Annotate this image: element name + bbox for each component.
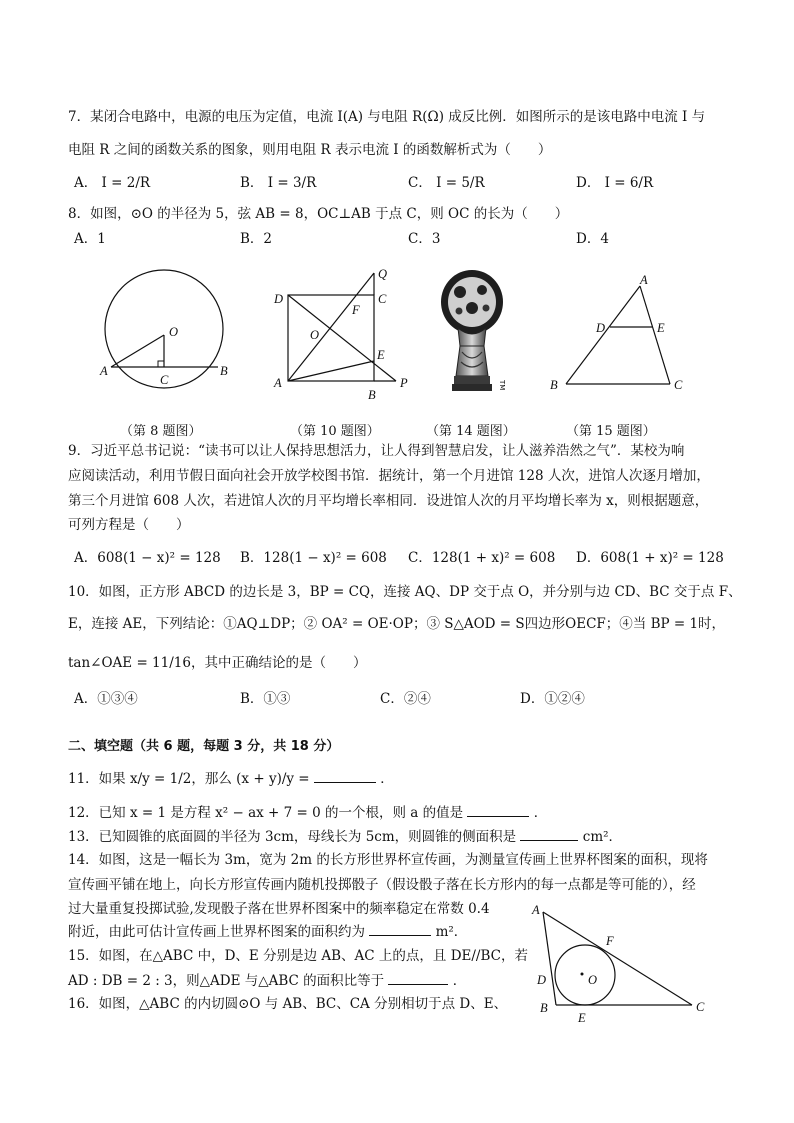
q14-line1: 14．如图，这是一幅长为 3m，宽为 2m 的长方形世界杯宣传画，为测量宣传画上世界杯图案的面积，现将 (68, 852, 708, 868)
fig15-label-c: C (674, 378, 683, 392)
fig8-label-b: B (220, 364, 228, 378)
fig16-label-e: E (578, 1011, 586, 1025)
figure-14-world-cup-trophy (438, 268, 510, 394)
q15-line1: 15．如图，在△ABC 中，D、E 分别是边 AB、AC 上的点，且 DE//BC，若 (68, 948, 528, 964)
q10-option-c: C．②④ (380, 691, 431, 707)
fig15-label-b: B (550, 378, 558, 392)
q15-answer-blank[interactable] (388, 970, 448, 985)
section2-title: 二、填空题（共 6 题，每题 3 分，共 18 分） (68, 739, 340, 754)
q9-line2: 应阅读活动，利用节假日面向社会开放学校图书馆．据统计，第一个月进馆 128 人次，进馆人次逐月增加， (68, 468, 710, 484)
q14-answer-blank[interactable] (369, 921, 431, 936)
q14-end: m²． (435, 924, 468, 940)
fig15-label-e: E (657, 321, 665, 335)
fig10-label-b: B (368, 388, 376, 402)
q12-text: 12．已知 x = 1 是方程 x² − ax + 7 = 0 的一个根，则 a 的值是 (68, 805, 464, 821)
q16-line1: 16．如图，△ABC 的内切圆⊙O 与 AB、BC、CA 分别相切于点 D、E、 (68, 996, 508, 1012)
q9-line3: 第三个月进馆 608 人次，若进馆人次的月平均增长率相同．设进馆人次的月平均增长率为 x，则根据题意， (68, 493, 709, 509)
fig8-label-c: C (160, 373, 169, 387)
q12-answer-blank[interactable] (467, 802, 529, 817)
figure-16 (528, 898, 718, 1028)
q10-option-b: B．①③ (240, 691, 291, 707)
q11-answer-blank[interactable] (314, 768, 376, 783)
fig15-label-d: D (596, 321, 606, 335)
fig10-label-o: O (310, 328, 320, 342)
q9-line1: 9．习近平总书记说：“读书可以让人保持思想活力，让人得到智慧启发，让人滋养浩然之气”．某校为响 (68, 443, 685, 459)
q7-line2: 电阻 R 之间的函数关系的图象，则用电阻 R 表示电流 I 的函数解析式为（ ） (68, 142, 552, 158)
q14-line2: 宣传画平铺在地上，向长方形宣传画内随机投掷骰子（假设骰子落在长方形内的每一点都是等可能的），经 (68, 877, 696, 893)
q12-end: ． (533, 805, 548, 821)
q14-line3: 过大量重复投掷试验,发现骰子落在世界杯图案中的频率稳定在常数 0.4 (68, 901, 490, 917)
fig14-tm-mark: TM (498, 380, 506, 391)
q10-line1: 10．如图，正方形 ABCD 的边长是 3，BP = CQ，连接 AQ、DP 交于点 O，并分别与边 CD、BC 交于点 F、 (68, 584, 742, 600)
q7-option-c: C． I = 5/R (408, 175, 485, 191)
fig16-label-d: D (537, 973, 547, 987)
fig16-label-o: O (588, 973, 598, 987)
q7-line1: 7．某闭合电路中，电源的电压为定值，电流 I(A) 与电阻 R(Ω) 成反比例．如图所示的是该电路中电流 I 与 (68, 109, 706, 125)
q7-option-d: D． I = 6/R (576, 175, 654, 191)
q7-option-b: B． I = 3/R (240, 175, 317, 191)
figure-15 (546, 272, 696, 397)
caption-fig15: （第 15 题图） (566, 424, 656, 439)
fig10-label-f: F (352, 303, 360, 317)
q8-option-a: A．1 (74, 231, 106, 247)
fig10-label-q: Q (378, 267, 388, 281)
q10-line3: tan∠OAE = 11/16，其中正确结论的是（ ） (68, 655, 367, 671)
q11-text: 11．如果 x/y = 1/2，那么 (x + y)/y = (68, 771, 310, 787)
fig16-label-b: B (540, 1001, 548, 1015)
fig10-label-p: P (400, 376, 408, 390)
fig8-label-a: A (100, 364, 108, 378)
q15-text: AD : DB = 2 : 3，则△ADE 与△ABC 的面积比等于 (68, 973, 385, 989)
q7-option-a: A． I = 2/R (74, 175, 151, 191)
caption-fig8: （第 8 题图） (120, 424, 202, 439)
q10-line2: E，连接 AE，下列结论：①AQ⊥DP；② OA² = OE·OP；③ S△AOD = S四边形OECF；④当 BP = 1时， (68, 616, 726, 632)
q9-option-a: A．608(1 − x)² = 128 (74, 550, 221, 566)
figure-8 (96, 265, 238, 400)
q14-text: 附近，由此可估计宣传画上世界杯图案的面积约为 (68, 924, 365, 940)
figure-10 (268, 265, 418, 405)
q11-line (68, 768, 394, 789)
fig16-label-a: A (532, 903, 540, 917)
fig16-label-f: F (606, 934, 614, 948)
fig10-label-a: A (274, 376, 282, 390)
fig8-label-o: O (169, 325, 179, 339)
q13-text: 13．已知圆锥的底面圆的半径为 3cm，母线长为 5cm，则圆锥的侧面积是 (68, 829, 517, 845)
q8-option-d: D．4 (576, 231, 609, 247)
fig10-label-c: C (378, 292, 387, 306)
q15-end: ． (452, 973, 467, 989)
q8-option-b: B．2 (240, 231, 273, 247)
q9-option-b: B．128(1 − x)² = 608 (240, 550, 387, 566)
caption-fig14: （第 14 题图） (426, 424, 516, 439)
q10-option-d: D．①②④ (520, 691, 585, 707)
q9-option-c: C．128(1 + x)² = 608 (408, 550, 556, 566)
q12-line (68, 802, 547, 823)
q14-line4 (68, 921, 467, 942)
q13-line (68, 826, 622, 847)
q8-option-c: C．3 (408, 231, 441, 247)
fig15-label-a: A (640, 273, 648, 287)
q11-end: ． (380, 771, 394, 787)
q15-line2 (68, 970, 466, 991)
caption-fig10: （第 10 题图） (290, 424, 380, 439)
q9-option-d: D．608(1 + x)² = 128 (576, 550, 724, 566)
q8-line1: 8．如图，⊙O 的半径为 5，弦 AB = 8，OC⊥AB 于点 C，则 OC 的长为（ ） (68, 206, 569, 222)
fig16-label-c: C (696, 1000, 705, 1014)
q13-answer-blank[interactable] (520, 826, 578, 841)
q13-end: cm²． (582, 829, 623, 845)
q10-option-a: A．①③④ (74, 691, 138, 707)
fig10-label-d: D (274, 292, 284, 306)
q9-line4: 可列方程是（ ） (68, 517, 190, 533)
fig10-label-e: E (377, 348, 385, 362)
